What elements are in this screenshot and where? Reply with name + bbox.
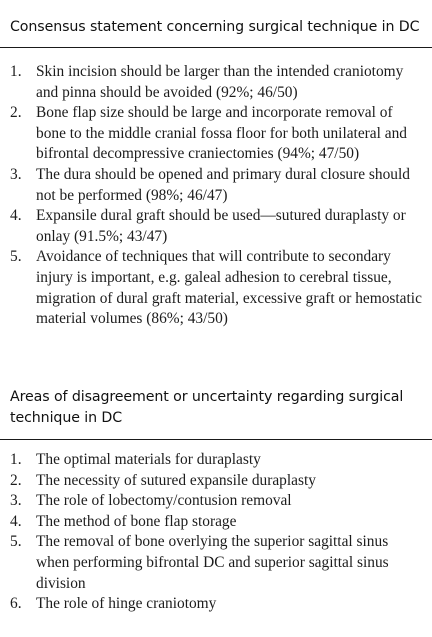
disagreement-item-4 bbox=[0, 512, 432, 533]
list-item-text: Avoidance of techniques that will contribute to secondary injury is important, e.g. galeal adhesion to cerebral tissue, migration of dural graft material, excessive graft or hemostatic material volumes (86%; 43/50) bbox=[36, 248, 422, 328]
list-number: 2. bbox=[10, 104, 22, 122]
disagreement-list bbox=[0, 450, 432, 615]
list-number: 3. bbox=[10, 165, 22, 183]
list-item-text: The removal of bone overlying the superior sagittal sinus when performing bifrontal DC and superior sagittal sinus division bbox=[36, 533, 389, 592]
list-number: 2. bbox=[10, 471, 22, 489]
disagreement-heading-rule bbox=[0, 439, 432, 440]
list-item-text: Skin incision should be larger than the intended craniotomy and pinna should be avoided (92%; 46/50) bbox=[36, 63, 404, 101]
list-item-text: The method of bone flap storage bbox=[36, 512, 237, 530]
consensus-heading-rule bbox=[0, 47, 432, 48]
list-number: 1. bbox=[10, 63, 22, 80]
list-item-text: The role of hinge craniotomy bbox=[36, 595, 217, 613]
list-item-text: The dura should be opened and primary dural closure should not be performed (98%; 46/47) bbox=[36, 165, 410, 204]
list-item-text: The role of lobectomy/contusion removal bbox=[36, 492, 292, 510]
disagreement-item-5 bbox=[0, 532, 432, 594]
consensus-item-3 bbox=[0, 165, 432, 206]
list-number: 4. bbox=[10, 207, 22, 225]
list-number: 1. bbox=[10, 451, 22, 468]
consensus-item-2 bbox=[0, 103, 432, 165]
consensus-item-1 bbox=[0, 62, 432, 103]
list-number: 5. bbox=[10, 533, 22, 551]
list-number: 5. bbox=[10, 248, 22, 266]
disagreement-item-3 bbox=[0, 491, 432, 512]
list-number: 3. bbox=[10, 492, 22, 510]
list-item-text: Expansile dural graft should be used—sutured duraplasty or onlay (91.5%; 43/47) bbox=[36, 207, 406, 245]
list-item-text: Bone flap size should be large and incorporate removal of bone to the middle cranial fossa floor for both unilateral and bifrontal decompressive craniectomies (94%; 47/50) bbox=[36, 104, 407, 163]
consensus-heading: Consensus statement concerning surgical technique in DC bbox=[10, 19, 420, 35]
disagreement-heading: Areas of disagreement or uncertainty regarding surgical technique in DC bbox=[10, 389, 404, 426]
consensus-item-5 bbox=[0, 247, 432, 329]
list-item-text: The optimal materials for duraplasty bbox=[36, 451, 261, 468]
list-number: 4. bbox=[10, 512, 22, 530]
list-number: 6. bbox=[10, 595, 22, 613]
consensus-item-4 bbox=[0, 206, 432, 247]
consensus-list bbox=[0, 62, 432, 330]
disagreement-item-1 bbox=[0, 450, 432, 471]
disagreement-section bbox=[0, 377, 432, 637]
list-item-text: The necessity of sutured expansile duraplasty bbox=[36, 471, 316, 489]
disagreement-item-6 bbox=[0, 594, 432, 615]
disagreement-item-2 bbox=[0, 471, 432, 492]
